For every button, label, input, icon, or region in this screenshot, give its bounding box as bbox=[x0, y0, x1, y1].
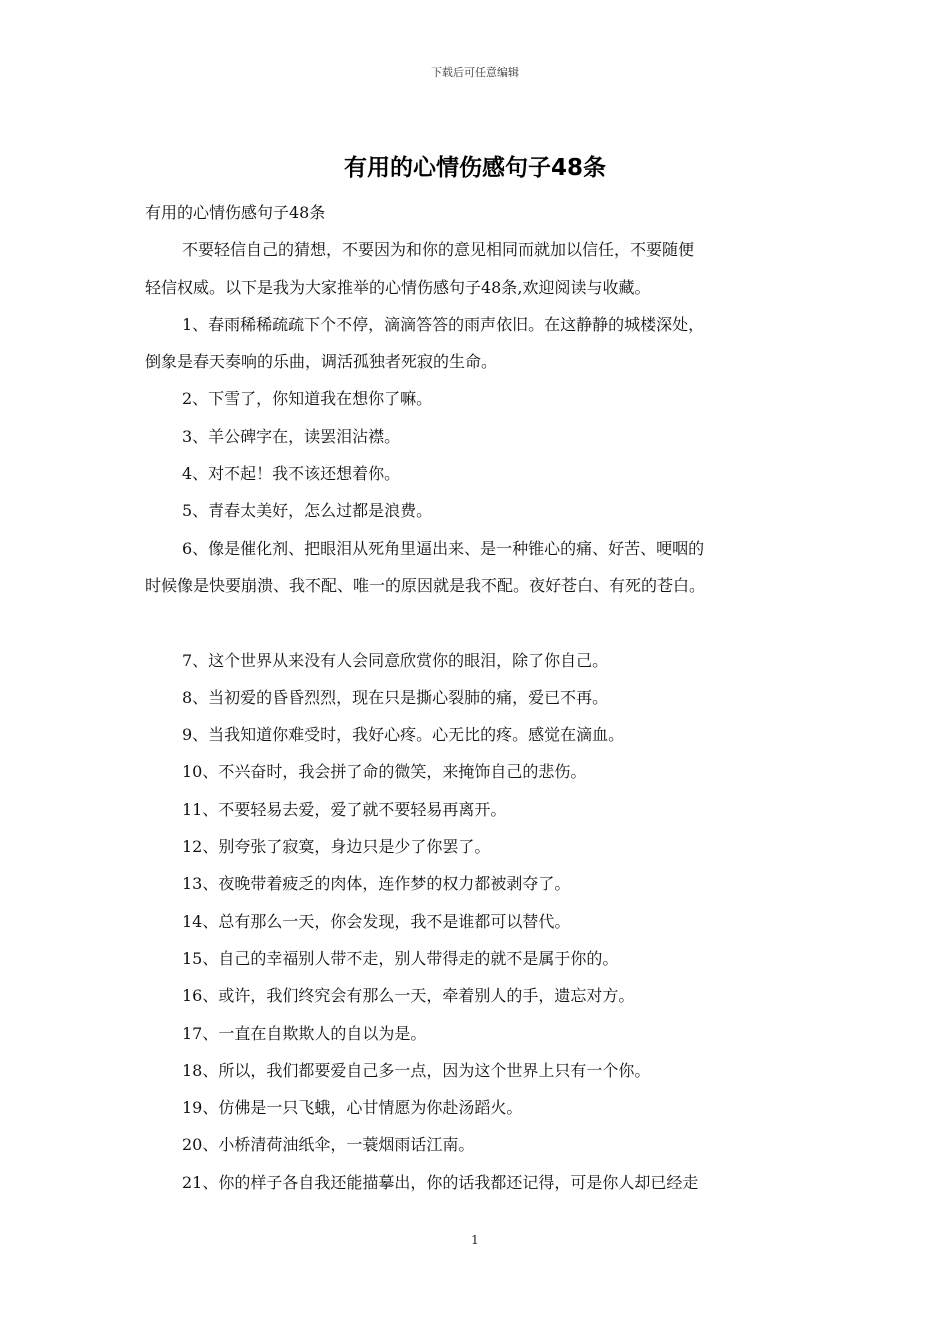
body-paragraph-line: 19、仿佛是一只飞蛾，心甘情愿为你赴汤蹈火。 bbox=[182, 1098, 523, 1118]
body-paragraph-line: 8、当初爱的昏昏烈烈，现在只是撕心裂肺的痛，爱已不再。 bbox=[182, 687, 609, 707]
body-paragraph-line: 倒象是春天奏响的乐曲，调活孤独者死寂的生命。 bbox=[145, 352, 498, 372]
body-paragraph-line: 14、总有那么一天，你会发现，我不是谁都可以替代。 bbox=[182, 911, 571, 931]
body-paragraph-line: 时候像是快要崩溃、我不配、唯一的原因就是我不配。夜好苍白、有死的苍白。 bbox=[145, 575, 706, 595]
body-paragraph-line: 12、别夸张了寂寞，身边只是少了你罢了。 bbox=[182, 837, 491, 857]
body-paragraph-line: 4、对不起！我不该还想着你。 bbox=[182, 464, 401, 484]
body-paragraph-line: 9、当我知道你难受时，我好心疼。心无比的疼。感觉在滴血。 bbox=[182, 725, 625, 745]
body-paragraph-line: 20、小桥清荷油纸伞，一蓑烟雨话江南。 bbox=[182, 1135, 475, 1155]
body-paragraph-line: 轻信权威。以下是我为大家推举的心情伤感句子48条,欢迎阅读与收藏。 bbox=[145, 277, 651, 297]
body-paragraph-line: 不要轻信自己的猜想，不要因为和你的意见相同而就加以信任，不要随便 bbox=[182, 240, 695, 260]
body-paragraph-line: 21、你的样子各自我还能描摹出，你的话我都还记得，可是你人却已经走 bbox=[182, 1172, 699, 1192]
body-paragraph-line: 1、春雨稀稀疏疏下个不停，滴滴答答的雨声依旧。在这静静的城楼深处， bbox=[182, 314, 705, 334]
body-paragraph-line: 18、所以，我们都要爱自己多一点，因为这个世界上只有一个你。 bbox=[182, 1060, 651, 1080]
body-paragraph-line: 3、羊公碑字在，读罢泪沾襟。 bbox=[182, 426, 401, 446]
document-title: 有用的心情伤感句子48条 bbox=[343, 155, 606, 181]
body-paragraph-line: 17、一直在自欺欺人的自以为是。 bbox=[182, 1023, 427, 1043]
body-paragraph-line: 13、夜晚带着疲乏的肉体，连作梦的权力都被剥夺了。 bbox=[182, 874, 571, 894]
body-paragraph-line: 11、不要轻易去爱，爱了就不要轻易再离开。 bbox=[182, 799, 507, 819]
body-paragraph-line: 15、自己的幸福别人带不走，别人带得走的就不是属于你的。 bbox=[182, 948, 619, 968]
body-paragraph-line: 10、不兴奋时，我会拼了命的微笑，来掩饰自己的悲伤。 bbox=[182, 762, 587, 782]
page-number: 1 bbox=[471, 1233, 479, 1247]
page-header: 下载后可任意编辑 bbox=[431, 66, 519, 79]
body-paragraph-line: 6、像是催化剂、把眼泪从死角里逼出来、是一种锥心的痛、好苦、哽咽的 bbox=[182, 538, 705, 558]
document-body bbox=[145, 194, 821, 1201]
body-paragraph-line: 16、或许，我们终究会有那么一天，牵着别人的手，遗忘对方。 bbox=[182, 986, 635, 1006]
body-paragraph-line: 有用的心情伤感句子48条 bbox=[145, 203, 326, 222]
body-paragraph-line: 5、青春太美好，怎么过都是浪费。 bbox=[182, 501, 433, 521]
body-paragraph-line: 2、下雪了，你知道我在想你了嘛。 bbox=[182, 389, 433, 409]
blank-line bbox=[145, 604, 821, 641]
body-paragraph-line: 7、这个世界从来没有人会同意欣赏你的眼泪，除了你自己。 bbox=[182, 650, 609, 670]
